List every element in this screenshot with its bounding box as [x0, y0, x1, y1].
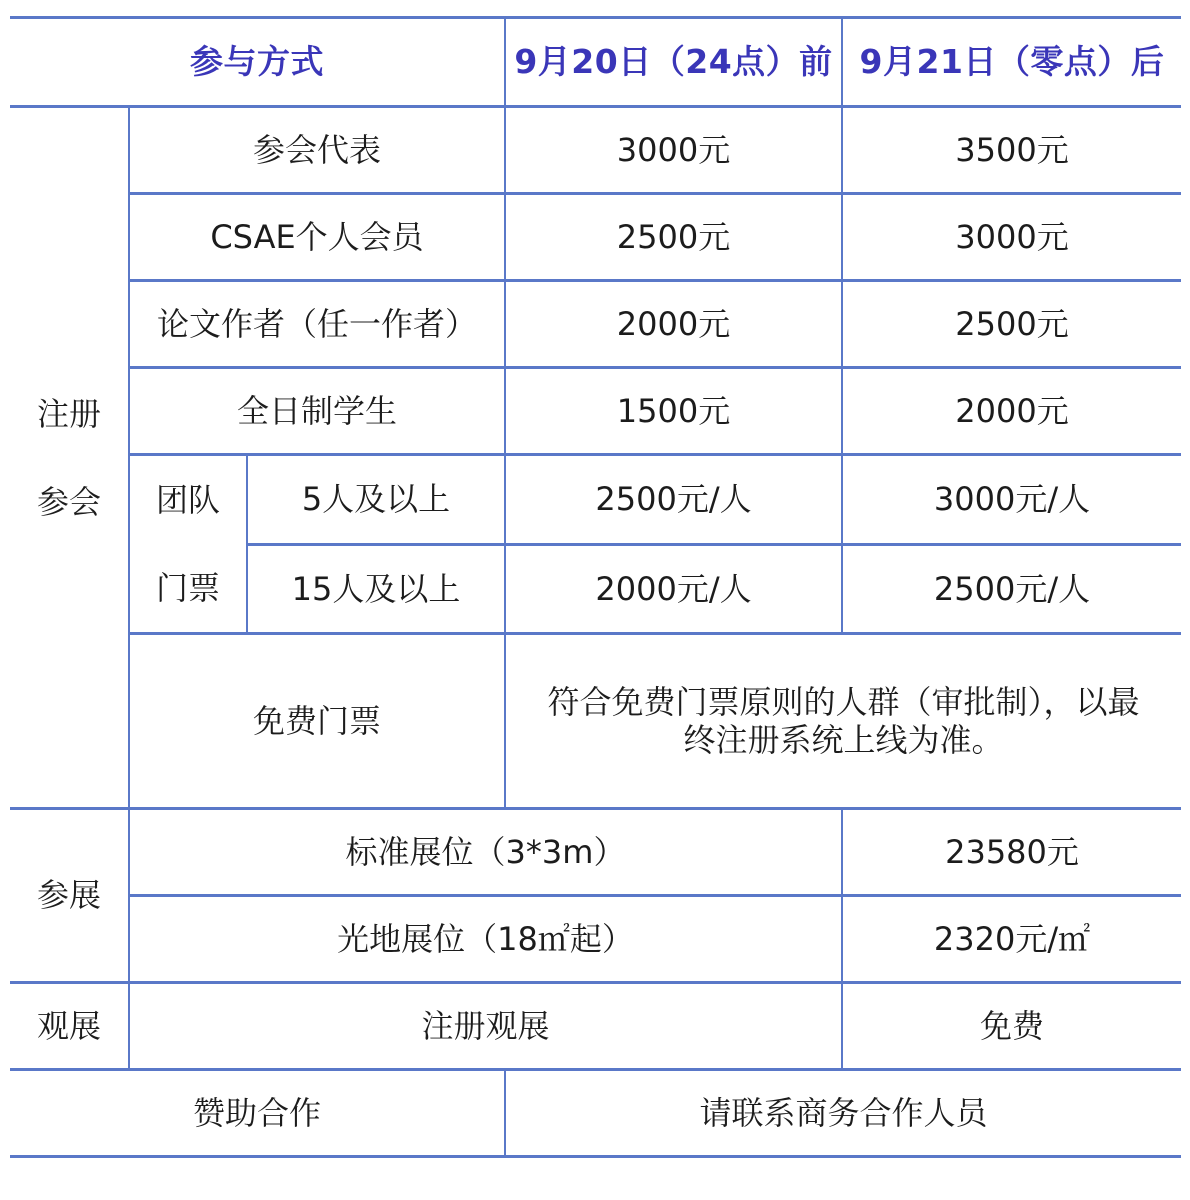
exhibit-group-label: 参展	[10, 809, 129, 983]
register-group-label	[10, 107, 129, 809]
visit-group-label: 观展	[10, 983, 129, 1070]
fee-table	[10, 16, 1181, 1158]
price-after: 2500元/人	[842, 544, 1181, 634]
table-row	[10, 194, 1181, 281]
table-row	[10, 368, 1181, 455]
price-after: 2000元	[842, 368, 1181, 455]
header-before-deadline: 9月20日（24点）前	[505, 18, 842, 107]
price-after: 3500元	[842, 107, 1181, 194]
table-row	[10, 634, 1181, 809]
row-label: 标准展位（3*3m）	[129, 809, 842, 896]
row-label: 参会代表	[129, 107, 505, 194]
price-before: 3000元	[505, 107, 842, 194]
free-ticket-description	[505, 634, 1181, 809]
row-label: 15人及以上	[247, 544, 505, 634]
price-before: 2000元	[505, 281, 842, 368]
row-label: 光地展位（18㎡起）	[129, 896, 842, 983]
register-label-line1: 注册	[36, 394, 101, 433]
table-row	[10, 455, 1181, 545]
row-label: 注册观展	[129, 983, 842, 1070]
price-after: 3000元/人	[842, 455, 1181, 545]
sponsor-label: 赞助合作	[10, 1070, 505, 1157]
row-label: CSAE个人会员	[129, 194, 505, 281]
fee-table-container	[10, 16, 1181, 1158]
table-row	[10, 1070, 1181, 1157]
price-after: 2500元	[842, 281, 1181, 368]
free-ticket-label: 免费门票	[129, 634, 505, 809]
row-label: 全日制学生	[129, 368, 505, 455]
row-label: 论文作者（任一作者）	[129, 281, 505, 368]
team-label-line2: 门票	[155, 569, 220, 607]
table-row	[10, 896, 1181, 983]
price-before: 2500元	[505, 194, 842, 281]
team-label-line1: 团队	[155, 481, 220, 519]
table-row	[10, 107, 1181, 194]
header-after-deadline: 9月21日（零点）后	[842, 18, 1181, 107]
header-row	[10, 18, 1181, 107]
price: 23580元	[842, 809, 1181, 896]
row-label: 5人及以上	[247, 455, 505, 545]
table-row	[10, 983, 1181, 1070]
price-before: 2500元/人	[505, 455, 842, 545]
price-before: 2000元/人	[505, 544, 842, 634]
price: 2320元/㎡	[842, 896, 1181, 983]
price-after: 3000元	[842, 194, 1181, 281]
sponsor-contact: 请联系商务合作人员	[505, 1070, 1181, 1157]
price-before: 1500元	[505, 368, 842, 455]
table-row	[10, 281, 1181, 368]
register-label-line2: 参会	[36, 482, 101, 521]
free-desc-line1: 符合免费门票原则的人群（审批制），以最	[547, 682, 1140, 721]
free-desc-line2: 终注册系统上线为准。	[683, 721, 1004, 759]
team-ticket-label	[129, 455, 247, 634]
price: 免费	[842, 983, 1181, 1070]
header-participation-method: 参与方式	[10, 18, 505, 107]
table-row	[10, 809, 1181, 896]
